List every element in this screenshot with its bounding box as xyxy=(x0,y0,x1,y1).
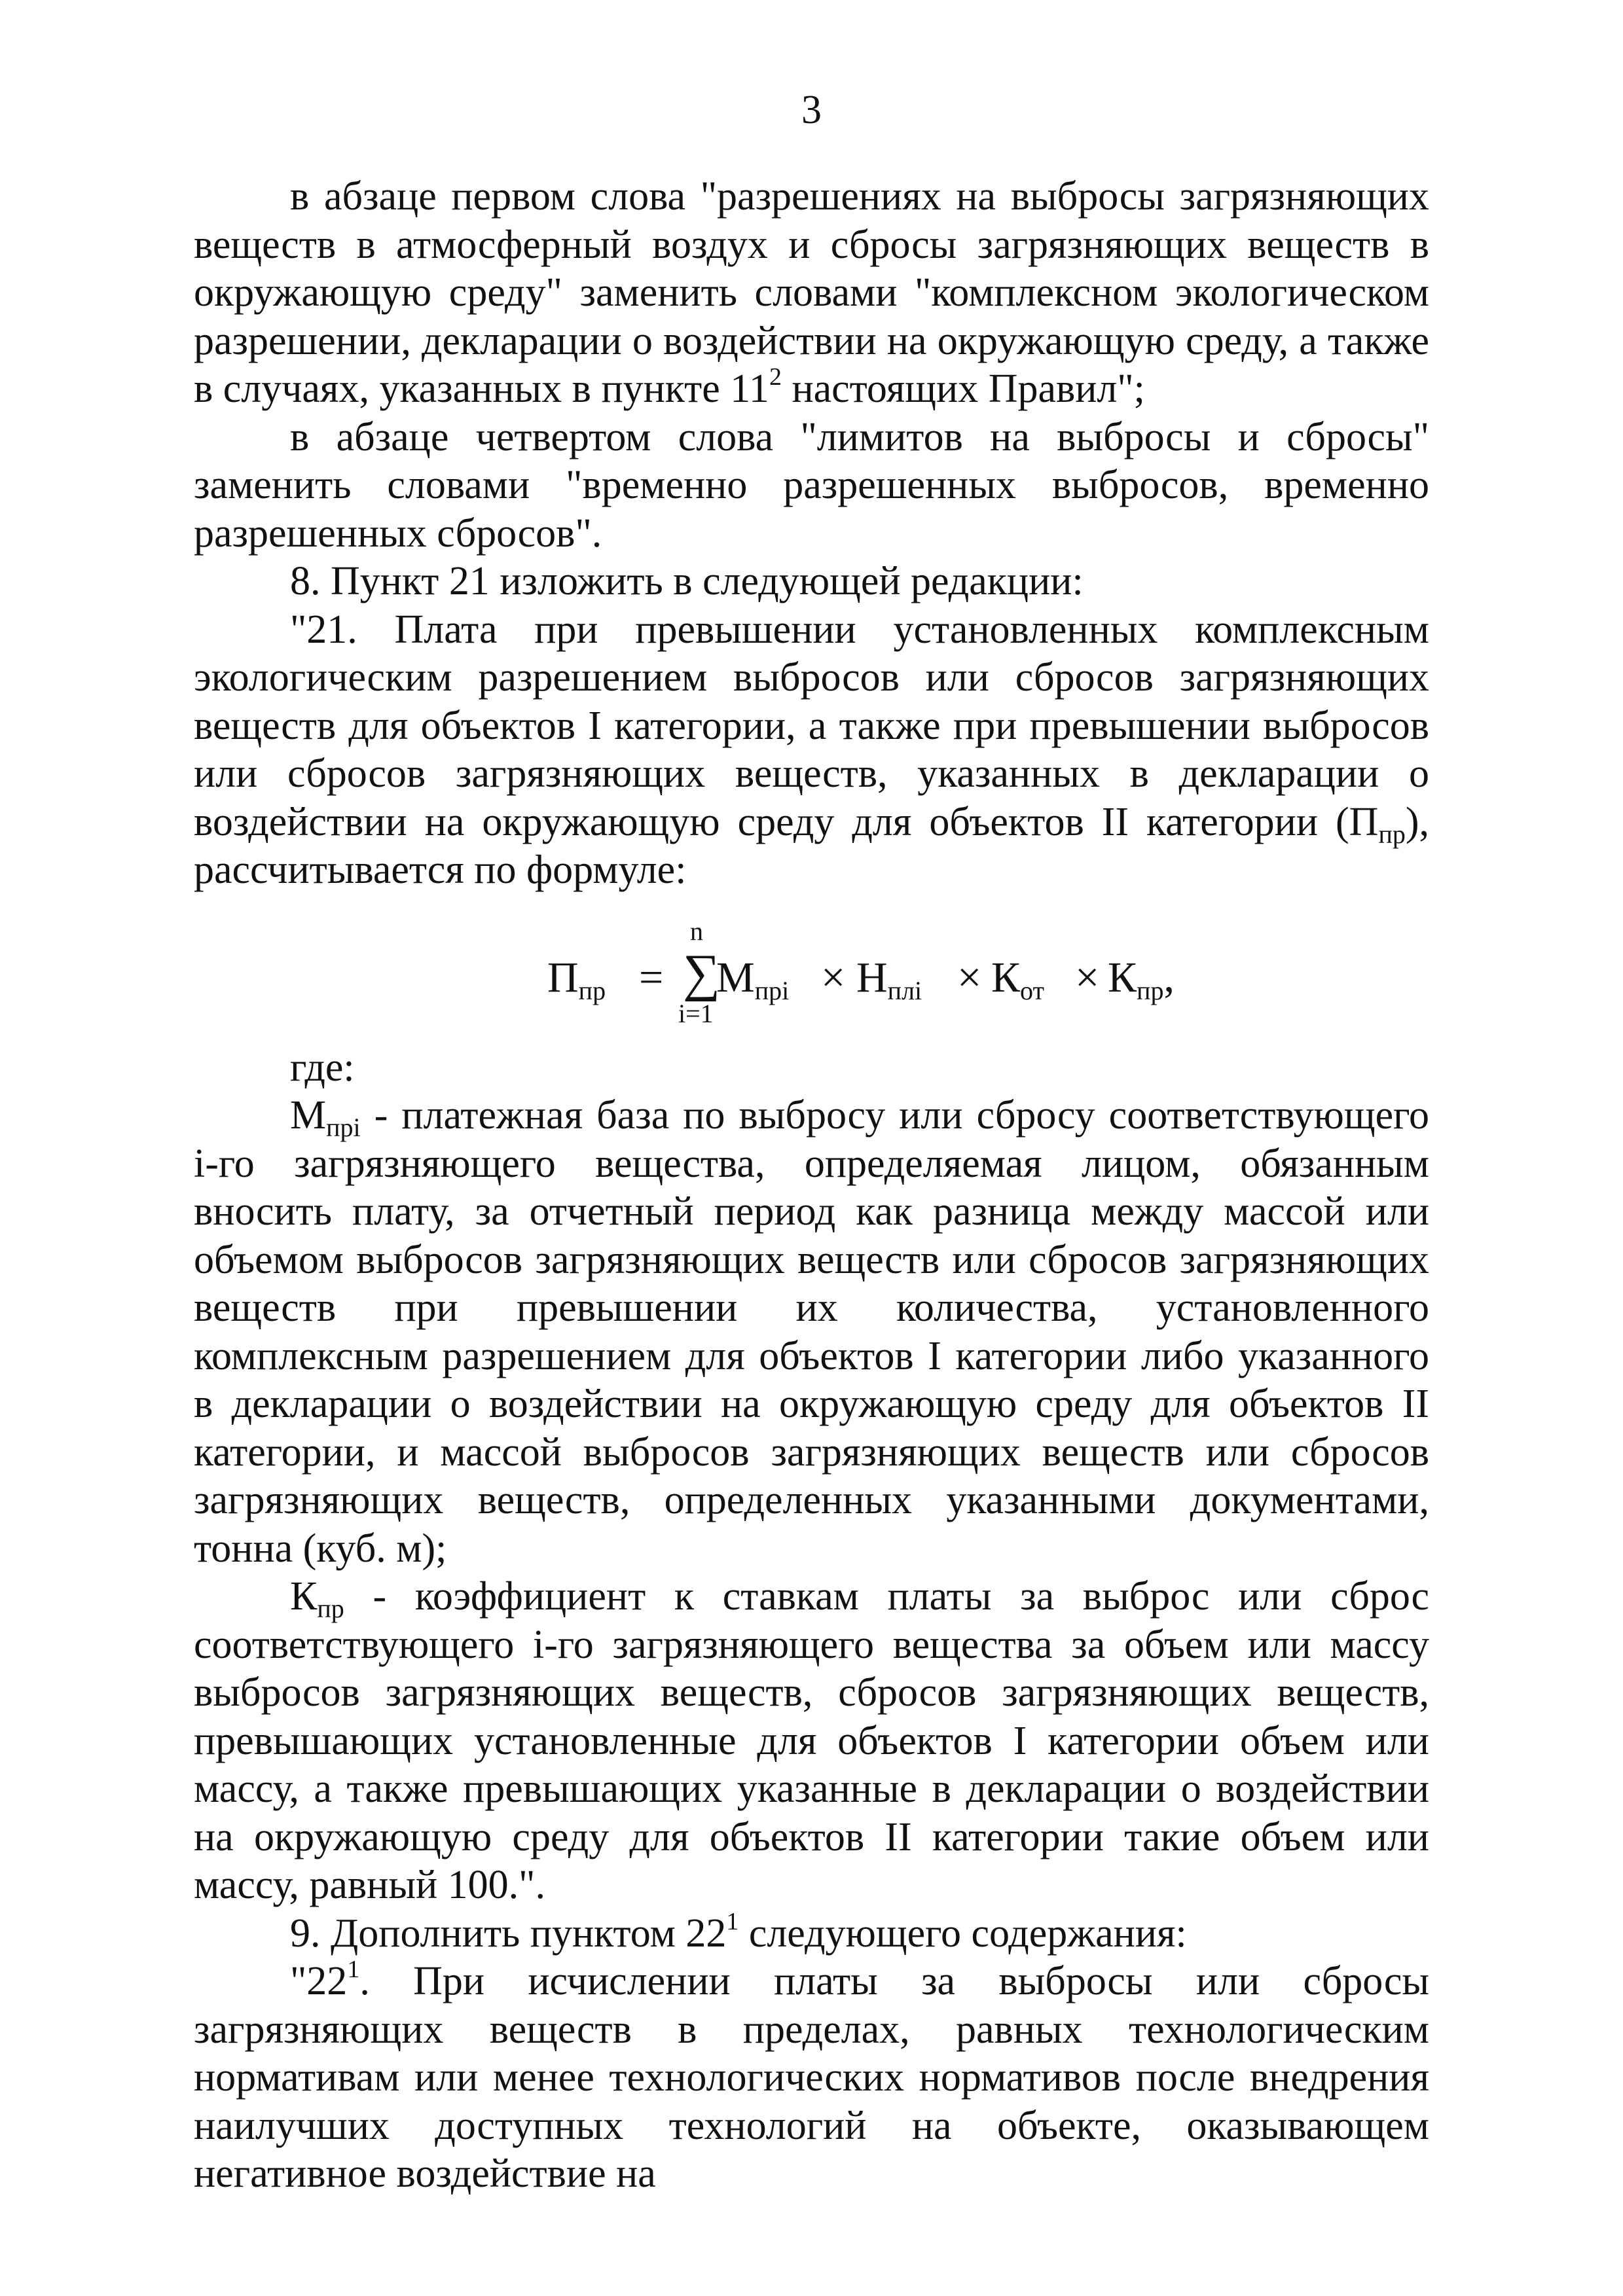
formula-term-kpr-subscript: пр xyxy=(1137,975,1164,1005)
formula-term-kpr xyxy=(1108,953,1175,1005)
formula-comma: , xyxy=(1163,953,1175,1001)
formula xyxy=(194,895,1429,1044)
formula-lhs-symbol: П xyxy=(547,953,579,1001)
paragraph-8 xyxy=(194,1907,1429,1958)
formula-term-n xyxy=(856,953,922,1005)
formula-times-2: × xyxy=(957,953,982,1001)
formula-term-kot-symbol: К xyxy=(991,953,1021,1001)
paragraph-4-text: "21. Плата при превышении установленных комплексным экологическим разрешением выбросов или сбросов загрязняющих веществ для объектов I категории, а также при превышении выбросов или сбросов загрязняющих веществ, указанных в декларации о воздействии на окружающую среду для объектов II категории (П xyxy=(194,607,1429,844)
paragraph-2: в абзаце четвертом слова "лимитов на выбросы и сбросы" заменить словами "временно разрешенных выбросов, временно разрешенных сбросов". xyxy=(194,414,1429,556)
paragraph-8-tail: следующего содержания: xyxy=(739,1910,1187,1956)
formula-times-3: × xyxy=(1075,953,1100,1001)
definition-k-symbol: К xyxy=(290,1574,318,1619)
page-number: 3 xyxy=(801,88,822,132)
document-body xyxy=(194,173,1429,2198)
superscript: 1 xyxy=(347,1956,360,1983)
paragraph-1-text: в абзаце первом слова "разрешениях на выбросы загрязняющих веществ в атмосферный воздух и сбросы загрязняющих веществ в окружающую среду" заменить словами "комплексном экологическом разрешении, декларации о воздействии на окружающую среду, а также в случаях, указанных в пункте 11 xyxy=(194,174,1429,411)
formula-term-n-subscript: плi xyxy=(887,975,922,1005)
formula-lhs xyxy=(547,953,606,1005)
paragraph-4-tail: ), рассчитывается по формуле: xyxy=(194,799,1429,892)
paragraph-4 xyxy=(194,606,1429,895)
subscript: пр xyxy=(1378,819,1406,849)
formula-expression xyxy=(547,916,1202,1028)
paragraph-3: 8. Пункт 21 изложить в следующей редакции: xyxy=(290,559,1084,603)
formula-equals: = xyxy=(639,953,664,1001)
formula-term-kot xyxy=(991,953,1044,1005)
formula-term-kot-subscript: от xyxy=(1020,975,1044,1005)
formula-lhs-subscript: пр xyxy=(578,975,606,1005)
superscript: 2 xyxy=(769,363,782,391)
paragraph-9-tail: . При исчислении платы за выбросы или сбросы загрязняющих веществ в пределах, равных технологическим нормативам или менее технологических нормативов после внедрения наилучших доступных технологий на объекте, оказывающем негативное воздействие на xyxy=(194,1959,1429,2196)
formula-times-1: × xyxy=(821,953,846,1001)
superscript: 1 xyxy=(726,1907,739,1935)
definition-k-text: - коэффициент к ставкам платы за выброс или сброс соответствующего i-го загрязняющего вещества за объем или массу выбросов загрязняющих веществ, сбросов загрязняющих веществ, превышающих установленные для объектов I категории объем или массу, а также превышающих указанные в декларации о воздействии на окружающую среду для объектов II категории такие объем или массу, равный 100.". xyxy=(194,1574,1429,1907)
formula-term-n-symbol: Н xyxy=(856,953,888,1001)
formula-term-m xyxy=(716,953,790,1005)
paragraph-9 xyxy=(194,1958,1429,2198)
definition-m-text: - платежная база по выбросу или сбросу соответствующего i-го загрязняющего вещества, определяемая лицом, обязанным вносить плату, за отчетный период как разница между массой или объемом выбросов загрязняющих веществ или сбросов загрязняющих веществ при превышении их количества, установленного комплексным разрешением для объектов I категории либо указанного в декларации о воздействии на окружающую среду для объектов II категории, и массой выбросов загрязняющих веществ или сбросов загрязняющих веществ, определенных указанными документами, тонна (куб. м); xyxy=(194,1093,1429,1571)
paragraph-where: где: xyxy=(290,1045,355,1090)
paragraph-1-tail: настоящих Правил"; xyxy=(781,367,1145,411)
formula-sum-lower: i=1 xyxy=(678,998,714,1028)
definition-m xyxy=(194,1092,1429,1573)
formula-term-kpr-symbol: К xyxy=(1108,953,1137,1001)
paragraph-9-text: "22 xyxy=(290,1959,348,2003)
formula-term-m-symbol: М xyxy=(716,953,755,1001)
formula-sigma: ∑ xyxy=(683,944,721,1002)
definition-m-subscript: прi xyxy=(326,1113,361,1142)
definition-k-subscript: пр xyxy=(317,1594,344,1623)
definition-m-symbol: М xyxy=(290,1093,327,1138)
paragraph-1 xyxy=(194,173,1429,414)
formula-term-m-subscript: прi xyxy=(754,975,790,1005)
formula-sum-upper: n xyxy=(690,916,703,946)
definition-k xyxy=(194,1573,1429,1910)
paragraph-8-text: 9. Дополнить пунктом 22 xyxy=(290,1910,727,1956)
